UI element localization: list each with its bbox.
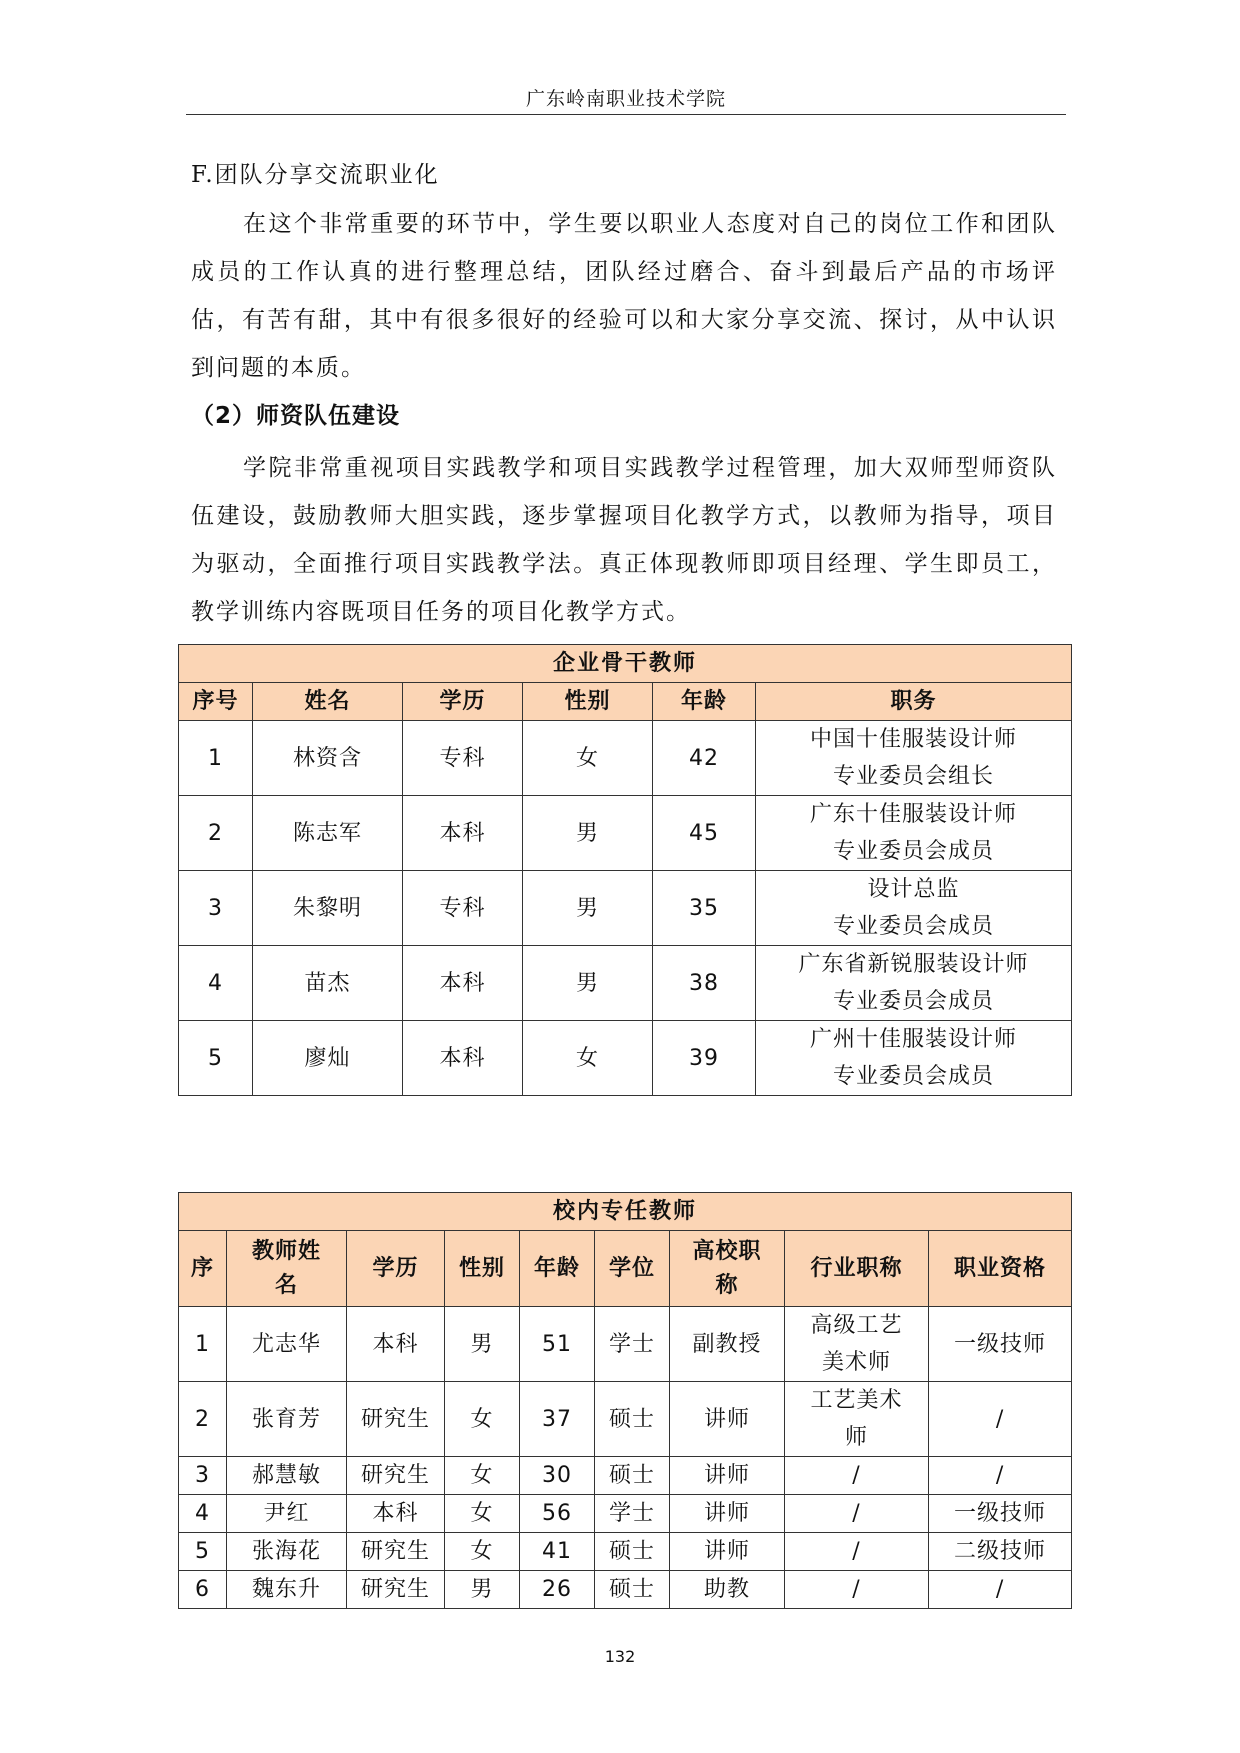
column-header: 序号 <box>179 683 253 721</box>
duty-line: 专业委员会成员 <box>833 989 995 1014</box>
table-row <box>179 946 1072 1021</box>
industry-line: 工艺美术 <box>810 1388 903 1413</box>
cell-qualification: 一级技师 <box>929 1307 1072 1382</box>
cell-qualification: 二级技师 <box>929 1533 1072 1571</box>
table-row <box>179 1533 1072 1571</box>
paragraph-faculty: 学院非常重视项目实践教学和项目实践教学过程管理，加大双师型师资队伍建设，鼓励教师大胆实践，逐步掌握项目化教学方式，以教师为指导，项目为驱动，全面推行项目实践教学法。真正体现教师即项目经理、学生即员工，教学训练内容既项目任务的项目化教学方式。 <box>191 455 1057 625</box>
cell-gender: 女 <box>445 1457 520 1495</box>
cell-duty <box>756 721 1072 796</box>
cell-edu: 研究生 <box>347 1533 445 1571</box>
duty-line: 广东省新锐服装设计师 <box>798 952 1029 977</box>
duty-line: 广州十佳服装设计师 <box>810 1027 1018 1052</box>
header-line: 高校职 <box>692 1238 762 1264</box>
cell-duty <box>756 871 1072 946</box>
section-heading-faculty: （2）师资队伍建设 <box>191 403 401 429</box>
cell-no: 2 <box>179 1382 227 1457</box>
cell-edu: 专科 <box>403 871 523 946</box>
table-row <box>179 721 1072 796</box>
cell-qualification: / <box>929 1571 1072 1609</box>
page-header: 广东岭南职业技术学院 <box>525 88 726 110</box>
cell-gender: 男 <box>523 871 653 946</box>
cell-age: 51 <box>520 1307 595 1382</box>
industry-line: 美术师 <box>821 1350 891 1375</box>
column-header: 行业职称 <box>785 1231 929 1307</box>
cell-edu: 本科 <box>403 796 523 871</box>
cell-name: 张育芳 <box>227 1382 347 1457</box>
cell-gender: 女 <box>445 1382 520 1457</box>
cell-no: 1 <box>179 721 253 796</box>
cell-qualification: / <box>929 1457 1072 1495</box>
cell-name: 廖灿 <box>253 1021 403 1096</box>
cell-degree: 学士 <box>595 1307 670 1382</box>
cell-name: 苗杰 <box>253 946 403 1021</box>
duty-line: 专业委员会成员 <box>833 914 995 939</box>
page-number: 132 <box>604 1647 636 1666</box>
table-row <box>179 796 1072 871</box>
column-header: 性别 <box>523 683 653 721</box>
cell-degree: 硕士 <box>595 1382 670 1457</box>
cell-industry-title <box>785 1307 929 1382</box>
table-row <box>179 1382 1072 1457</box>
cell-age: 39 <box>653 1021 756 1096</box>
table-row <box>179 1021 1072 1096</box>
column-header <box>670 1231 785 1307</box>
subheading-f: F.团队分享交流职业化 <box>191 162 440 188</box>
cell-no: 4 <box>179 946 253 1021</box>
industry-line: 师 <box>844 1425 868 1450</box>
cell-age: 26 <box>520 1571 595 1609</box>
duty-line: 专业委员会组长 <box>833 764 995 789</box>
duty-line: 中国十佳服装设计师 <box>810 727 1018 752</box>
cell-edu: 研究生 <box>347 1571 445 1609</box>
cell-edu: 本科 <box>347 1307 445 1382</box>
cell-gender: 女 <box>523 721 653 796</box>
cell-name: 张海花 <box>227 1533 347 1571</box>
cell-name: 尤志华 <box>227 1307 347 1382</box>
table-row <box>179 1571 1072 1609</box>
cell-no: 3 <box>179 871 253 946</box>
cell-rank: 讲师 <box>670 1533 785 1571</box>
cell-industry-title: / <box>785 1495 929 1533</box>
column-header: 姓名 <box>253 683 403 721</box>
cell-gender: 女 <box>445 1495 520 1533</box>
column-header: 学历 <box>403 683 523 721</box>
cell-duty <box>756 946 1072 1021</box>
cell-degree: 硕士 <box>595 1571 670 1609</box>
header-line: 名 <box>274 1272 298 1298</box>
column-header: 性别 <box>445 1231 520 1307</box>
cell-gender: 男 <box>523 946 653 1021</box>
cell-name: 魏东升 <box>227 1571 347 1609</box>
cell-gender: 男 <box>523 796 653 871</box>
table-title: 校内专任教师 <box>179 1193 1072 1231</box>
cell-qualification: / <box>929 1382 1072 1457</box>
table-row <box>179 1457 1072 1495</box>
cell-no: 5 <box>179 1533 227 1571</box>
cell-no: 2 <box>179 796 253 871</box>
cell-edu: 本科 <box>403 1021 523 1096</box>
cell-no: 6 <box>179 1571 227 1609</box>
cell-duty <box>756 1021 1072 1096</box>
column-header: 学历 <box>347 1231 445 1307</box>
cell-gender: 男 <box>445 1571 520 1609</box>
cell-rank: 副教授 <box>670 1307 785 1382</box>
table-row <box>179 1495 1072 1533</box>
cell-rank: 助教 <box>670 1571 785 1609</box>
cell-name: 郝慧敏 <box>227 1457 347 1495</box>
header-line: 称 <box>715 1272 739 1298</box>
duty-line: 专业委员会成员 <box>833 839 995 864</box>
cell-age: 41 <box>520 1533 595 1571</box>
cell-rank: 讲师 <box>670 1495 785 1533</box>
cell-industry-title: / <box>785 1457 929 1495</box>
school-teachers-table <box>178 1192 1072 1609</box>
body-text <box>191 158 1057 636</box>
cell-age: 35 <box>653 871 756 946</box>
cell-age: 37 <box>520 1382 595 1457</box>
cell-name: 林资含 <box>253 721 403 796</box>
cell-degree: 硕士 <box>595 1457 670 1495</box>
cell-gender: 女 <box>445 1533 520 1571</box>
column-header: 学位 <box>595 1231 670 1307</box>
duty-line: 广东十佳服装设计师 <box>810 802 1018 827</box>
table-row <box>179 1307 1072 1382</box>
cell-degree: 硕士 <box>595 1533 670 1571</box>
cell-edu: 本科 <box>403 946 523 1021</box>
cell-no: 1 <box>179 1307 227 1382</box>
cell-degree: 学士 <box>595 1495 670 1533</box>
duty-line: 专业委员会成员 <box>833 1064 995 1089</box>
cell-age: 38 <box>653 946 756 1021</box>
cell-age: 56 <box>520 1495 595 1533</box>
header-rule <box>186 114 1066 115</box>
cell-age: 42 <box>653 721 756 796</box>
column-header: 年龄 <box>653 683 756 721</box>
column-header <box>227 1231 347 1307</box>
paragraph-team-sharing: 在这个非常重要的环节中，学生要以职业人态度对自己的岗位工作和团队成员的工作认真的进行整理总结，团队经过磨合、奋斗到最后产品的市场评估，有苦有甜，其中有很多很好的经验可以和大家分享交流、探讨，从中认识到问题的本质。 <box>191 211 1057 381</box>
cell-no: 3 <box>179 1457 227 1495</box>
cell-industry-title: / <box>785 1571 929 1609</box>
cell-edu: 专科 <box>403 721 523 796</box>
enterprise-teachers-table <box>178 644 1072 1096</box>
table-row <box>179 871 1072 946</box>
cell-name: 尹红 <box>227 1495 347 1533</box>
cell-age: 30 <box>520 1457 595 1495</box>
cell-edu: 研究生 <box>347 1382 445 1457</box>
cell-name: 陈志军 <box>253 796 403 871</box>
cell-name: 朱黎明 <box>253 871 403 946</box>
column-header: 职业资格 <box>929 1231 1072 1307</box>
header-line: 教师姓 <box>251 1238 321 1264</box>
cell-gender: 男 <box>445 1307 520 1382</box>
cell-edu: 本科 <box>347 1495 445 1533</box>
cell-no: 5 <box>179 1021 253 1096</box>
column-header: 年龄 <box>520 1231 595 1307</box>
cell-duty <box>756 796 1072 871</box>
column-header: 职务 <box>756 683 1072 721</box>
cell-rank: 讲师 <box>670 1457 785 1495</box>
industry-line: 高级工艺 <box>810 1313 903 1338</box>
cell-gender: 女 <box>523 1021 653 1096</box>
cell-age: 45 <box>653 796 756 871</box>
duty-line: 设计总监 <box>867 877 960 902</box>
cell-industry-title: / <box>785 1533 929 1571</box>
cell-edu: 研究生 <box>347 1457 445 1495</box>
cell-rank: 讲师 <box>670 1382 785 1457</box>
cell-no: 4 <box>179 1495 227 1533</box>
table-title: 企业骨干教师 <box>179 645 1072 683</box>
column-header: 序 <box>179 1231 227 1307</box>
cell-qualification: 一级技师 <box>929 1495 1072 1533</box>
cell-industry-title <box>785 1382 929 1457</box>
